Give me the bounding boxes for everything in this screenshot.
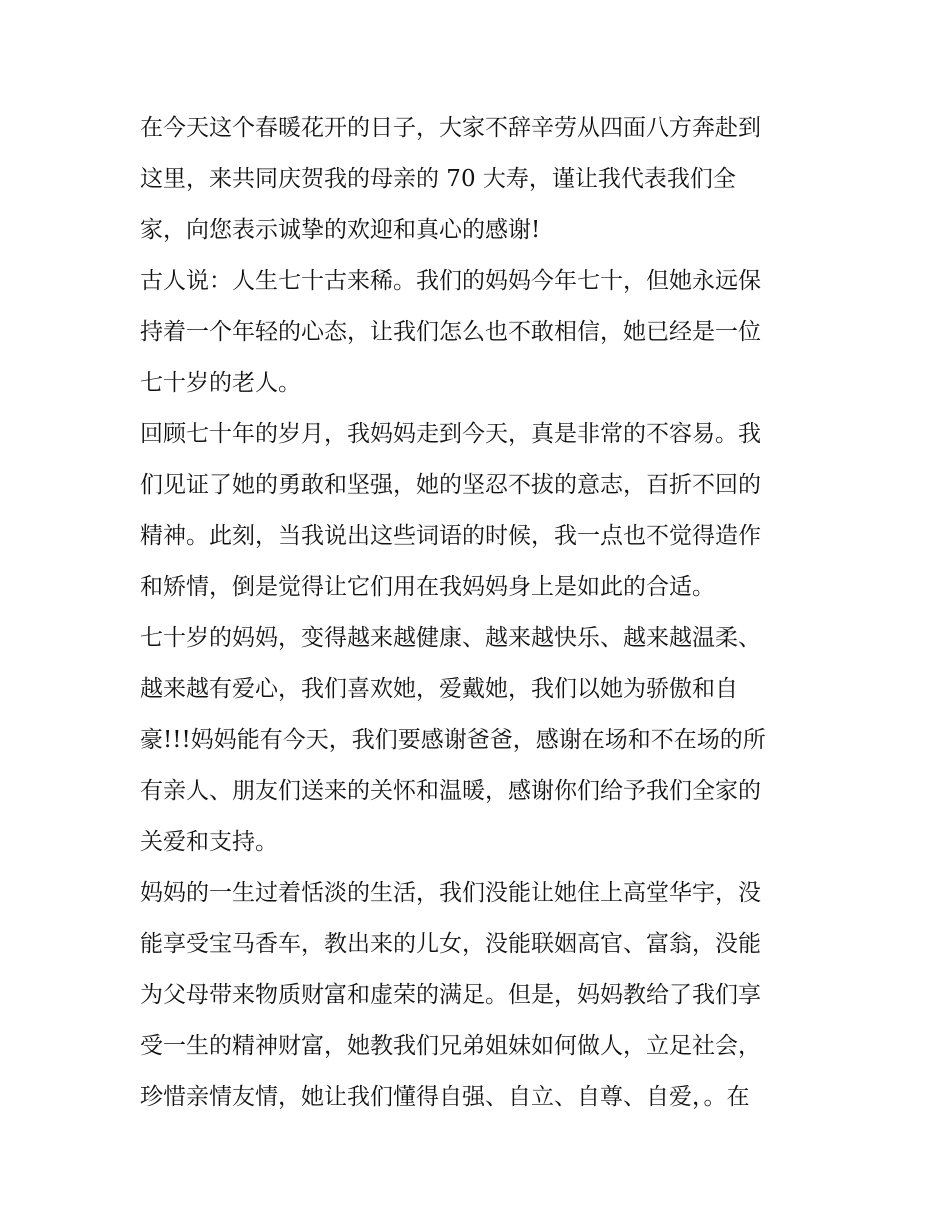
text-line: 关爱和支持。 [140,829,278,855]
text-line: 珍惜亲情友情，她让我们懂得自强、自立、自尊、自爱，。在 [140,1084,750,1110]
text-line: 越来越有爱心，我们喜欢她，爱戴她，我们以她为骄傲和自 [140,676,738,702]
document-body [140,103,820,1123]
text-line: 在今天这个春暖花开的日子，大家不辞辛劳从四面八方奔赴到 [140,115,761,141]
text-line: 妈妈的一生过着恬淡的生活，我们没能让她住上高堂华宇，没 [140,880,761,906]
text-line: 七十岁的妈妈，变得越来越健康、越来越快乐、越来越温柔、 [140,625,761,651]
text-line: 能享受宝马香车，教出来的儿女，没能联姻高官、富翁，没能 [140,931,761,957]
text-line: 七十岁的老人。 [140,370,301,396]
text-line: 这里，来共同庆贺我的母亲的 70 大寿，谨让我代表我们全 [140,166,736,192]
text-line: 为父母带来物质财富和虚荣的满足。但是，妈妈教给了我们享 [140,982,761,1008]
text-line: 受一生的精神财富，她教我们兄弟姐妹如何做人，立足社会， [140,1033,761,1059]
text-line: 古人说：人生七十古来稀。我们的妈妈今年七十，但她永远保 [140,268,761,294]
text-line: 豪!!!妈妈能有今天，我们要感谢爸爸，感谢在场和不在场的所 [140,727,766,753]
text-line: 持着一个年轻的心态，让我们怎么也不敢相信，她已经是一位 [140,319,761,345]
text-line: 精神。此刻，当我说出这些词语的时候，我一点也不觉得造作 [140,523,761,549]
text-line: 们见证了她的勇敢和坚强，她的坚忍不拔的意志，百折不回的 [140,472,761,498]
text-line: 和矫情，倒是觉得让它们用在我妈妈身上是如此的合适。 [140,574,715,600]
text-line: 家，向您表示诚挚的欢迎和真心的感谢! [140,217,541,243]
text-line: 回顾七十年的岁月，我妈妈走到今天，真是非常的不容易。我 [140,421,761,447]
text-line: 有亲人、朋友们送来的关怀和温暖，感谢你们给予我们全家的 [140,778,761,804]
